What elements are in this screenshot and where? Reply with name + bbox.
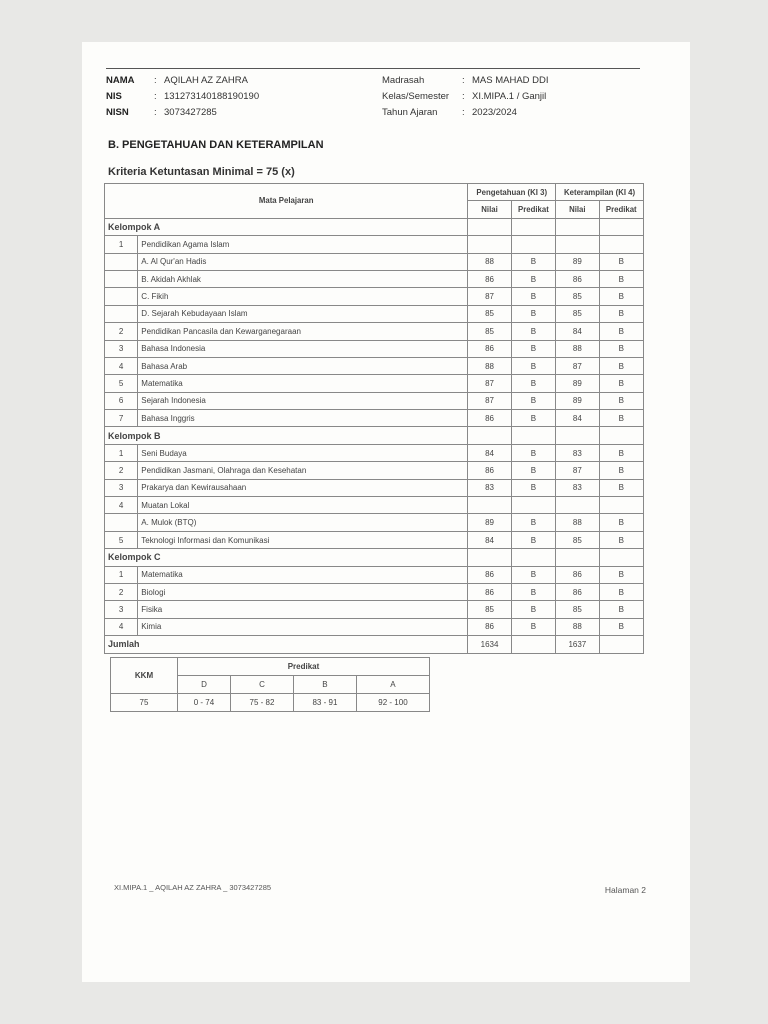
row-number: 7 (105, 410, 138, 427)
total-skill: 1637 (556, 636, 599, 653)
knowledge-score: 85 (468, 323, 511, 340)
skill-grade: B (599, 375, 643, 392)
header-label: Tahun Ajaran (382, 107, 438, 118)
header-label: Kelas/Semester (382, 91, 450, 102)
knowledge-score: 84 (468, 444, 511, 461)
row-number: 3 (105, 479, 138, 496)
kkm-value: 75 (111, 694, 178, 712)
page-number: Halaman 2 (604, 885, 646, 895)
predikat-header: Predikat (599, 201, 643, 218)
subject-name: Pendidikan Jasmani, Olahraga dan Kesehatan (138, 462, 468, 479)
subject-name: A. Mulok (BTQ) (138, 514, 468, 531)
knowledge-score: 86 (468, 618, 511, 635)
table-row (105, 566, 644, 583)
skill-grade: B (599, 583, 643, 600)
predikat-table (110, 657, 430, 712)
skill-score: 89 (556, 375, 599, 392)
subject-name: Matematika (138, 375, 468, 392)
skill-score: 89 (556, 253, 599, 270)
knowledge-score: 87 (468, 392, 511, 409)
total-row (105, 636, 644, 653)
skill-score (556, 236, 599, 253)
skill-score: 88 (556, 618, 599, 635)
skill-score: 85 (556, 601, 599, 618)
skill-score: 88 (556, 340, 599, 357)
table-row (105, 531, 644, 548)
subject-name: Bahasa Inggris (138, 410, 468, 427)
header-label: NISN (106, 107, 129, 118)
skill-score: 83 (556, 479, 599, 496)
table-row (105, 618, 644, 635)
knowledge-grade: B (511, 375, 555, 392)
predikat-header: Predikat (511, 201, 555, 218)
group-row (105, 427, 644, 444)
skill-grade: B (599, 444, 643, 461)
skill-grade: B (599, 462, 643, 479)
knowledge-grade: B (511, 288, 555, 305)
row-number: 4 (105, 497, 138, 514)
knowledge-grade: B (511, 531, 555, 548)
skill-score: 84 (556, 410, 599, 427)
knowledge-score: 85 (468, 305, 511, 322)
skill-grade: B (599, 253, 643, 270)
knowledge-score: 84 (468, 531, 511, 548)
knowledge-grade: B (511, 583, 555, 600)
subject-name: D. Sejarah Kebudayaan Islam (138, 305, 468, 322)
row-number (105, 253, 138, 270)
table-row (105, 410, 644, 427)
table-row (105, 340, 644, 357)
skill-score: 85 (556, 531, 599, 548)
kkm-title: Kriteria Ketuntasan Minimal = 75 (x) (108, 166, 295, 178)
footer-left: XI.MIPA.1 _ AQILAH AZ ZAHRA _ 3073427285 (114, 883, 272, 892)
grade-label: C (230, 676, 293, 694)
skill-score: 86 (556, 566, 599, 583)
group-row (105, 549, 644, 566)
knowledge-score: 86 (468, 410, 511, 427)
table-row (105, 357, 644, 374)
skill-score: 87 (556, 357, 599, 374)
subject-header: Mata Pelajaran (105, 184, 468, 219)
header-row: NAMA : AQILAH AZ ZAHRA Madrasah : MAS MAHAD DDI (106, 73, 640, 89)
skill-score: 87 (556, 462, 599, 479)
skill-header: Keterampilan (KI 4) (556, 184, 644, 201)
skill-grade: B (599, 479, 643, 496)
table-row (105, 479, 644, 496)
row-number: 2 (105, 323, 138, 340)
knowledge-grade: B (511, 270, 555, 287)
skill-score: 89 (556, 392, 599, 409)
table-row (105, 253, 644, 270)
knowledge-header: Pengetahuan (KI 3) (468, 184, 556, 201)
knowledge-grade: B (511, 410, 555, 427)
skill-score: 86 (556, 583, 599, 600)
nilai-header: Nilai (468, 201, 511, 218)
table-row (105, 375, 644, 392)
subject-name: Pendidikan Pancasila dan Kewarganegaraan (138, 323, 468, 340)
row-number: 5 (105, 375, 138, 392)
knowledge-score: 83 (468, 479, 511, 496)
row-number: 4 (105, 357, 138, 374)
knowledge-score: 86 (468, 340, 511, 357)
subject-name: Teknologi Informasi dan Komunikasi (138, 531, 468, 548)
knowledge-score: 88 (468, 357, 511, 374)
grade-range: 75 - 82 (230, 694, 293, 712)
table-row (105, 462, 644, 479)
grades-body (105, 218, 644, 635)
table-row (105, 444, 644, 461)
row-number: 1 (105, 444, 138, 461)
table-row (105, 514, 644, 531)
row-number: 2 (105, 583, 138, 600)
grades-table (104, 183, 644, 654)
skill-grade: B (599, 270, 643, 287)
header-value: 3073427285 (164, 107, 217, 118)
header-label: Madrasah (382, 75, 425, 86)
header-label: NAMA (106, 75, 135, 86)
nilai-header: Nilai (556, 201, 599, 218)
knowledge-grade: B (511, 305, 555, 322)
row-number: 3 (105, 601, 138, 618)
knowledge-grade: B (511, 444, 555, 461)
knowledge-grade (511, 236, 555, 253)
subject-name: Muatan Lokal (138, 497, 468, 514)
skill-grade: B (599, 305, 643, 322)
group-label: Kelompok A (105, 218, 468, 235)
kkm-label: KKM (111, 658, 178, 694)
subject-name: Prakarya dan Kewirausahaan (138, 479, 468, 496)
knowledge-score: 88 (468, 253, 511, 270)
knowledge-score: 89 (468, 514, 511, 531)
predikat-label: Predikat (178, 658, 430, 676)
row-number: 1 (105, 566, 138, 583)
knowledge-grade: B (511, 479, 555, 496)
knowledge-score: 86 (468, 566, 511, 583)
subject-name: Pendidikan Agama Islam (138, 236, 468, 253)
row-number: 4 (105, 618, 138, 635)
row-number: 2 (105, 462, 138, 479)
skill-grade: B (599, 410, 643, 427)
knowledge-grade (511, 497, 555, 514)
skill-grade: B (599, 340, 643, 357)
subject-name: Kimia (138, 618, 468, 635)
table-row (105, 236, 644, 253)
table-row (105, 270, 644, 287)
group-label: Kelompok C (105, 549, 468, 566)
header-row: NIS : 131273140188190190 Kelas/Semester : XI.MIPA.1 / Ganjil (106, 89, 640, 105)
subject-name: Bahasa Arab (138, 357, 468, 374)
skill-score: 85 (556, 305, 599, 322)
skill-score: 88 (556, 514, 599, 531)
grade-range: 83 - 91 (293, 694, 356, 712)
subject-name: Bahasa Indonesia (138, 340, 468, 357)
skill-grade: B (599, 531, 643, 548)
row-number (105, 305, 138, 322)
knowledge-grade: B (511, 618, 555, 635)
skill-grade (599, 236, 643, 253)
header-label: NIS (106, 91, 122, 102)
skill-grade: B (599, 566, 643, 583)
subject-name: A. Al Qur'an Hadis (138, 253, 468, 270)
skill-score: 84 (556, 323, 599, 340)
row-number: 3 (105, 340, 138, 357)
skill-grade: B (599, 288, 643, 305)
knowledge-grade: B (511, 601, 555, 618)
skill-grade: B (599, 514, 643, 531)
knowledge-grade: B (511, 566, 555, 583)
subject-name: Fisika (138, 601, 468, 618)
knowledge-score: 87 (468, 375, 511, 392)
knowledge-score (468, 497, 511, 514)
skill-grade: B (599, 601, 643, 618)
table-row (105, 601, 644, 618)
subject-name: C. Fikih (138, 288, 468, 305)
header-value: AQILAH AZ ZAHRA (164, 75, 248, 86)
report-page (82, 42, 690, 982)
section-title: B. PENGETAHUAN DAN KETERAMPILAN (108, 139, 324, 151)
subject-name: Biologi (138, 583, 468, 600)
table-row (105, 497, 644, 514)
knowledge-grade: B (511, 392, 555, 409)
student-header (106, 68, 640, 121)
row-number (105, 514, 138, 531)
grade-label: A (356, 676, 429, 694)
table-row (105, 583, 644, 600)
skill-score: 85 (556, 288, 599, 305)
grade-range: 0 - 74 (178, 694, 231, 712)
row-number: 6 (105, 392, 138, 409)
grade-label: D (178, 676, 231, 694)
subject-name: Matematika (138, 566, 468, 583)
skill-score: 83 (556, 444, 599, 461)
row-number (105, 270, 138, 287)
skill-grade: B (599, 618, 643, 635)
knowledge-score: 85 (468, 601, 511, 618)
knowledge-score: 86 (468, 270, 511, 287)
knowledge-score: 86 (468, 583, 511, 600)
knowledge-grade: B (511, 514, 555, 531)
knowledge-grade: B (511, 323, 555, 340)
knowledge-grade: B (511, 357, 555, 374)
knowledge-grade: B (511, 340, 555, 357)
grade-label: B (293, 676, 356, 694)
header-value: XI.MIPA.1 / Ganjil (472, 91, 547, 102)
table-row (105, 392, 644, 409)
grade-range: 92 - 100 (356, 694, 429, 712)
subject-name: Seni Budaya (138, 444, 468, 461)
group-row (105, 218, 644, 235)
knowledge-grade: B (511, 253, 555, 270)
table-row (105, 288, 644, 305)
skill-score (556, 497, 599, 514)
row-number: 5 (105, 531, 138, 548)
header-value: 2023/2024 (472, 107, 517, 118)
knowledge-score: 87 (468, 288, 511, 305)
total-label: Jumlah (105, 636, 468, 653)
row-number: 1 (105, 236, 138, 253)
skill-score: 86 (556, 270, 599, 287)
skill-grade (599, 497, 643, 514)
skill-grade: B (599, 357, 643, 374)
knowledge-grade: B (511, 462, 555, 479)
knowledge-score: 86 (468, 462, 511, 479)
header-value: MAS MAHAD DDI (472, 75, 549, 86)
table-row (105, 323, 644, 340)
skill-grade: B (599, 392, 643, 409)
subject-name: Sejarah Indonesia (138, 392, 468, 409)
total-knowledge: 1634 (468, 636, 511, 653)
table-row (105, 305, 644, 322)
row-number (105, 288, 138, 305)
header-row: NISN : 3073427285 Tahun Ajaran : 2023/2024 (106, 105, 640, 121)
knowledge-score (468, 236, 511, 253)
header-value: 131273140188190190 (164, 91, 260, 102)
group-label: Kelompok B (105, 427, 468, 444)
subject-name: B. Akidah Akhlak (138, 270, 468, 287)
skill-grade: B (599, 323, 643, 340)
